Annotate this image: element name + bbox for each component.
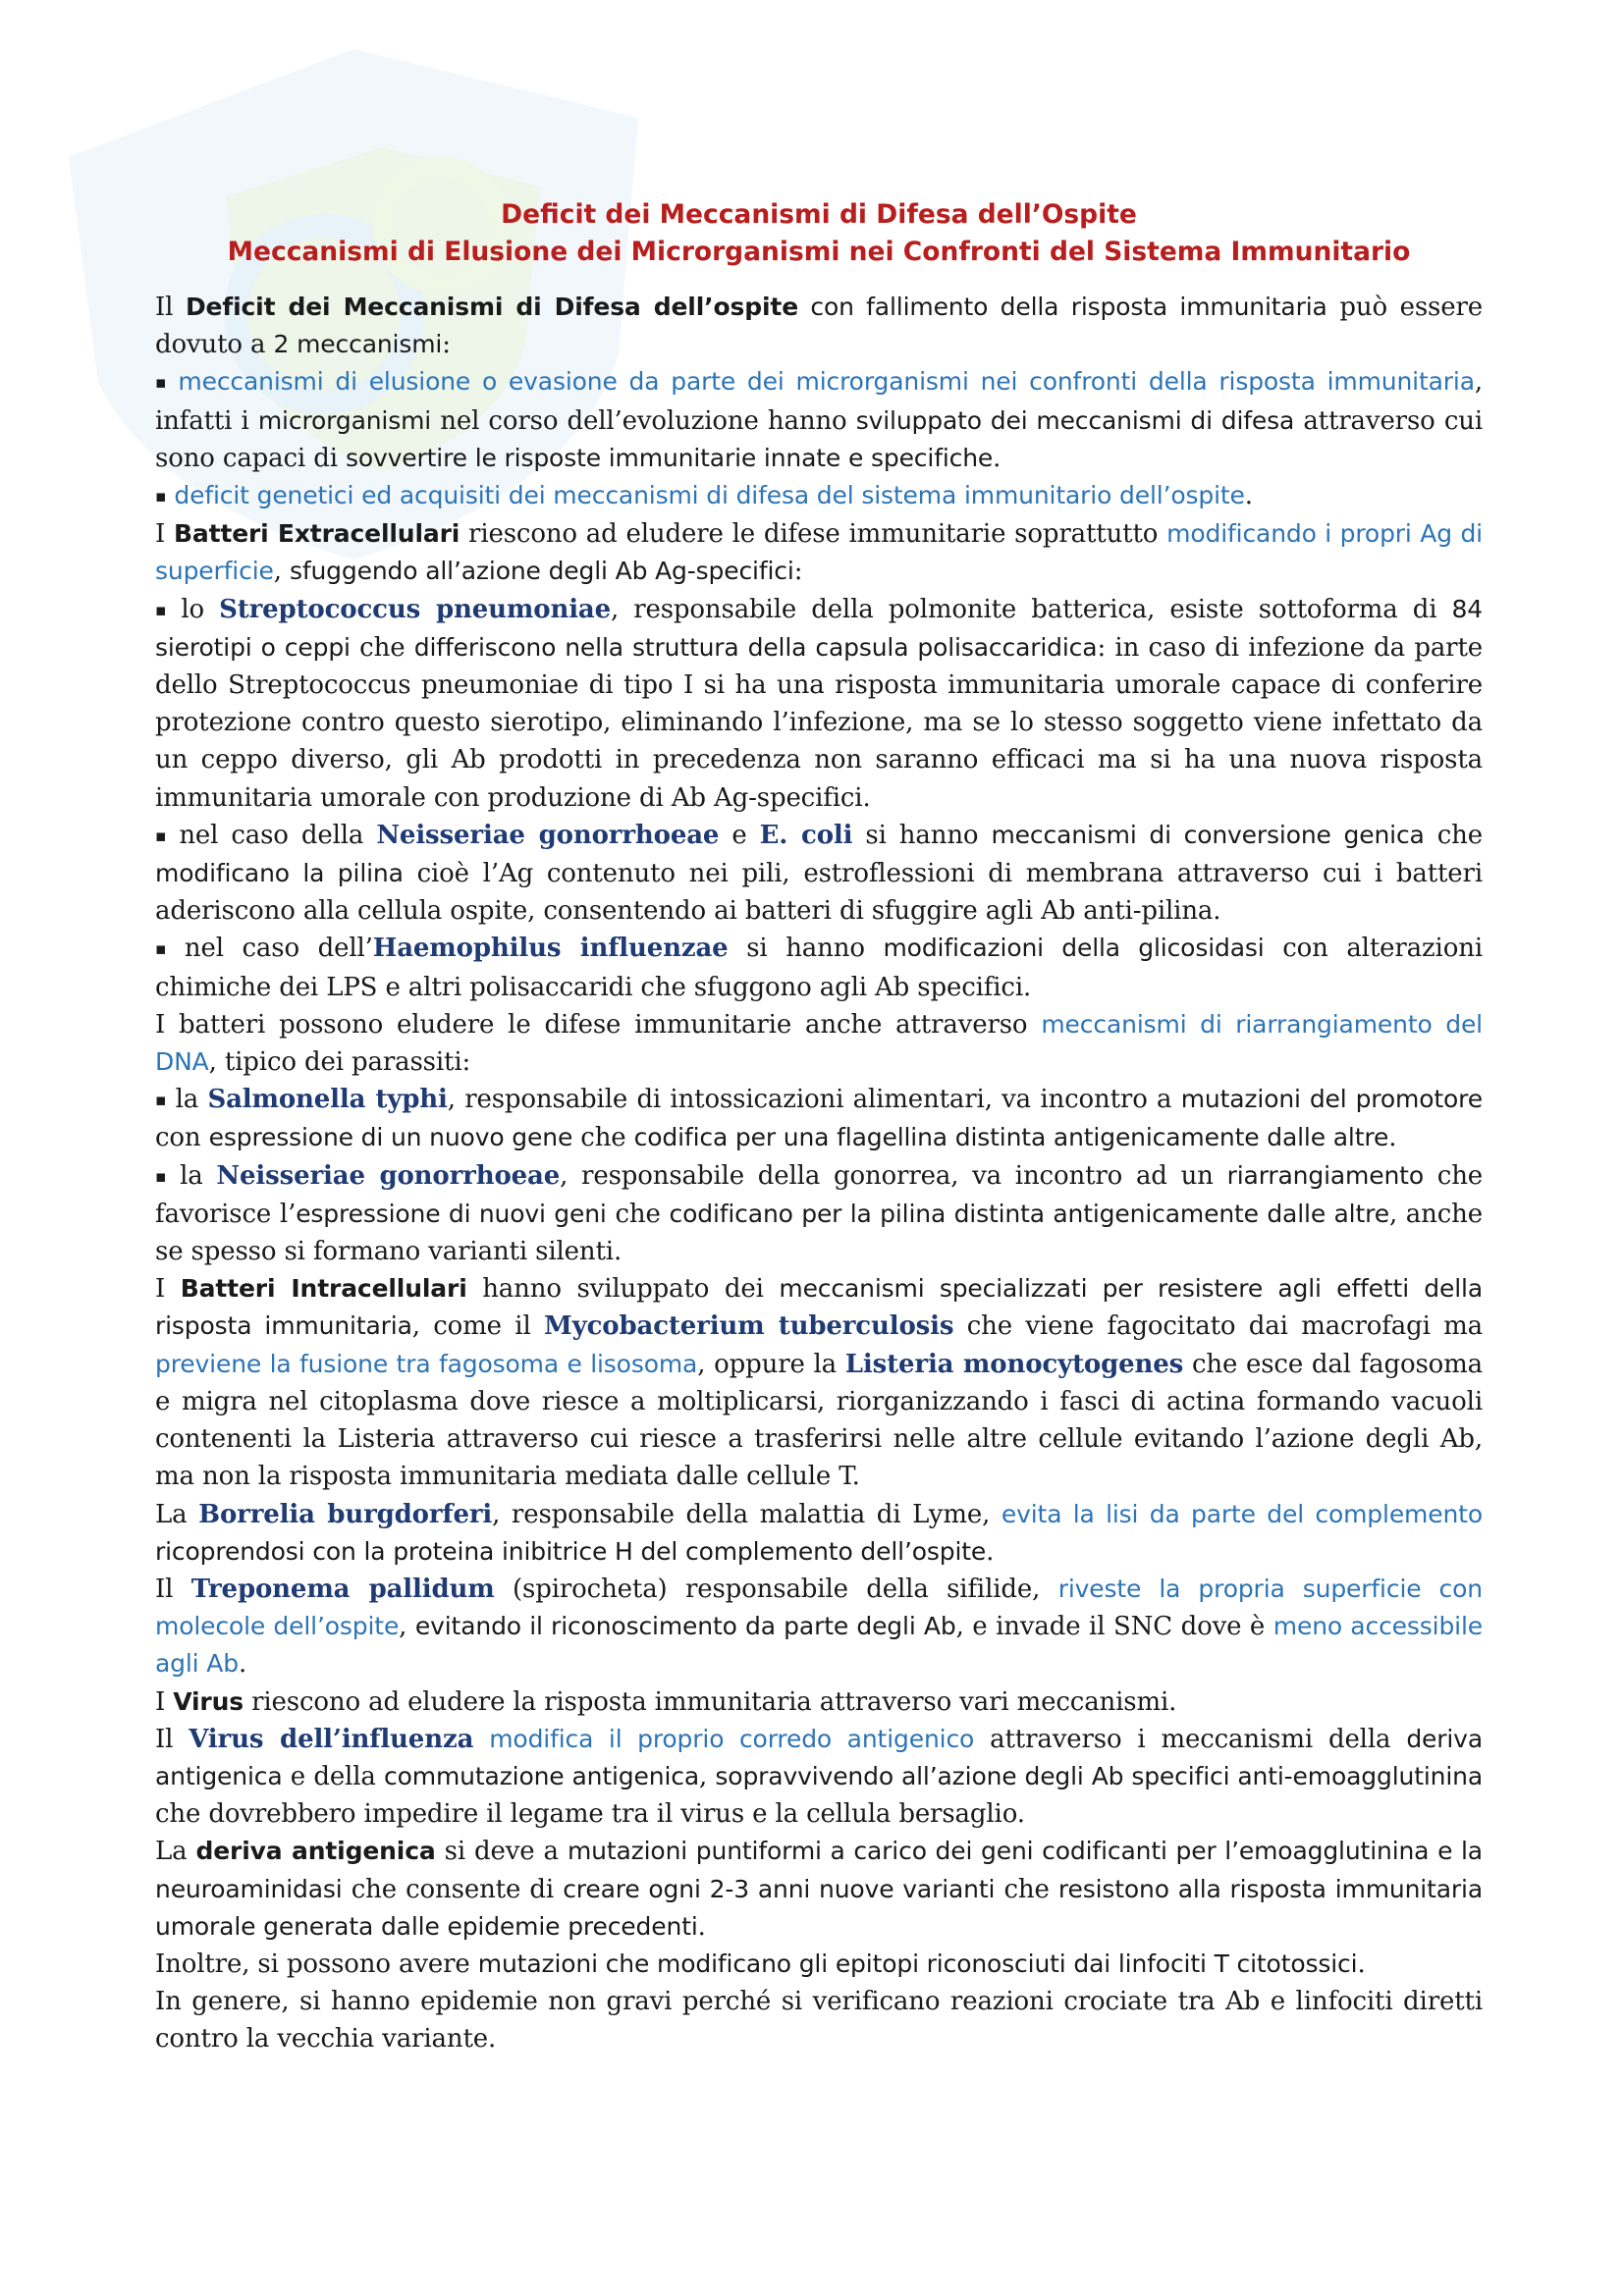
text-segment: sovvertire le risposte immunitarie innate e specifiche (345, 443, 994, 472)
text-segment: che esce dal fagosoma e migra nel citoplasma dove riesce a moltiplicarsi, riorganizzando i fasci di actina formando vacuoli contenenti la Listeria attraverso cui riesce a trasferirsi nelle altre cellule evitando l’azione degli Ab, ma non la risposta immunitaria mediata dalle cellule T. (155, 1349, 1484, 1492)
text-segment: che favorisce l’ (155, 1160, 1484, 1229)
bullet-paragraph (155, 363, 1483, 477)
text-segment: differiscono nella struttura della capsula polisaccaridica (413, 632, 1098, 662)
paragraph (155, 1946, 1483, 1983)
text-segment: con (155, 1123, 209, 1153)
text-segment: nel corso dell’evoluzione hanno (431, 405, 856, 436)
text-segment: sopravvivendo all’azione degli Ab specifici anti-emoagglutinina (715, 1761, 1484, 1790)
text-segment: , (699, 1761, 716, 1791)
text-segment: riescono ad eludere la risposta immunitaria attraverso vari meccanismi. (244, 1686, 1177, 1717)
text-segment: , infatti i (155, 367, 1483, 436)
text-segment: deriva antigenica (195, 1837, 436, 1866)
paragraph (155, 1270, 1483, 1495)
text-segment: . (697, 1911, 706, 1942)
text-segment: commutazione antigenica (384, 1761, 700, 1790)
text-segment: . (993, 443, 1001, 473)
text-segment: modifica il proprio corredo antigenico (489, 1724, 975, 1753)
text-segment: con alterazioni chimiche dei LPS e altri polisaccaridi che sfuggono agli Ab specifici. (155, 934, 1483, 1002)
text-segment: Borrelia burgdorferi (198, 1499, 493, 1529)
text-segment: Inoltre, si possono avere (155, 1949, 478, 1979)
text-segment: . (1244, 481, 1253, 511)
text-segment: , come il (411, 1311, 545, 1342)
bullet-paragraph (155, 591, 1483, 817)
bullet-icon: ▪ (155, 1091, 168, 1111)
text-segment: deriva antigenica (155, 1724, 1484, 1790)
text-segment: attraverso i meccanismi della (974, 1724, 1407, 1754)
text-segment: nel caso dell’ (184, 934, 373, 964)
text-segment: hanno sviluppato dei (466, 1274, 780, 1305)
paragraph (155, 289, 1483, 363)
text-segment: . (238, 1649, 247, 1680)
text-segment: evitando il riconoscimento da parte degli Ab (414, 1612, 956, 1641)
text-segment: la (180, 1160, 217, 1191)
text-segment: espressione di un nuovo gene (208, 1123, 573, 1152)
title-line-1: Deficit dei Meccanismi di Difesa dell’Ospite (501, 199, 1137, 230)
text-segment: resistono alla risposta immunitaria umorale generata dalle epidemie precedenti (155, 1874, 1483, 1941)
bullet-icon: ▪ (155, 939, 177, 960)
text-segment: La (155, 1499, 199, 1529)
text-segment: attraverso cui sono capaci di (155, 405, 1483, 473)
text-segment: : (442, 330, 451, 360)
text-segment: cioè l’Ag contenuto nei pili, estroflessioni di membrana attraverso cui i batteri aderiscono alla cellula ospite, consentendo ai batteri di sfuggire agli Ab anti-pilina. (155, 859, 1483, 927)
text-segment: che (572, 1123, 634, 1153)
text-segment: si hanno (852, 820, 992, 850)
text-segment: Il (155, 293, 186, 322)
text-segment: ricoprendosi con la proteina inibitrice H del complemento dell’ospite (155, 1536, 987, 1566)
bullet-paragraph (155, 1157, 1483, 1271)
text-segment: nel caso della (179, 820, 377, 850)
text-segment: che (1424, 820, 1484, 850)
paragraph (155, 515, 1483, 590)
text-segment: , (273, 557, 290, 587)
text-segment: Deficit dei Meccanismi di Difesa dell’ospite (185, 293, 799, 321)
text-segment: creare ogni 2-3 anni nuove varianti (563, 1874, 996, 1903)
text-segment: che viene fagocitato dai macrofagi ma (953, 1311, 1483, 1342)
text-segment: : (793, 557, 803, 587)
document-body (155, 289, 1483, 2058)
text-segment (473, 1725, 489, 1754)
text-segment: evita la lisi da parte del complemento (1001, 1499, 1483, 1528)
text-segment: Streptococcus pneumoniae (219, 594, 612, 624)
text-segment: . (1388, 1123, 1397, 1153)
text-segment: meno accessibile agli Ab (155, 1612, 1483, 1679)
text-segment: , responsabile della gonorrea, va incontro ad un (560, 1160, 1227, 1191)
text-segment: meccanismi di riarrangiamento del DNA (155, 1009, 1483, 1077)
paragraph (155, 1683, 1483, 1721)
text-segment: mutazioni che modificano gli epitopi riconosciuti dai linfociti T citotossici (477, 1949, 1358, 1978)
text-segment: si hanno (728, 934, 884, 964)
text-segment: meccanismi specializzati per resistere agli effetti della risposta immunitaria (155, 1274, 1483, 1341)
text-segment: modificano la pilina (155, 859, 404, 888)
text-segment: riescono ad eludere le difese immunitarie soprattutto (460, 519, 1167, 550)
text-segment: deficit genetici ed acquisiti dei meccanismi di difesa del sistema immunitario dell’ospite (174, 481, 1245, 510)
text-segment: codificano per la pilina distinta antigenicamente dalle altre (669, 1199, 1389, 1228)
text-segment: , anche se spesso si formano varianti silenti. (155, 1199, 1484, 1267)
text-segment: . (1357, 1949, 1366, 1979)
text-segment: Salmonella typhi (207, 1085, 448, 1115)
bullet-paragraph (155, 817, 1483, 931)
text-segment: può essere dovuto a (155, 293, 1483, 360)
bullet-icon: ▪ (155, 600, 174, 620)
text-segment: e (719, 820, 760, 850)
text-segment: microrganismi (257, 405, 432, 435)
text-segment: mutazioni puntiformi a carico dei geni codificanti per l’emoagglutinina e la neuroaminidasi (155, 1837, 1483, 1903)
text-segment: . (986, 1536, 995, 1567)
document-title (155, 196, 1483, 271)
text-segment: Mycobacterium tuberculosis (544, 1311, 954, 1342)
text-segment: , oppure la (697, 1349, 845, 1379)
bullet-paragraph (155, 477, 1483, 515)
text-segment: Listeria monocytogenes (844, 1349, 1184, 1379)
text-segment: sfuggendo all’azione degli Ab Ag-specifici (289, 557, 794, 586)
text-segment: Treponema pallidum (190, 1574, 495, 1604)
text-segment: riarrangiamento (1226, 1160, 1424, 1190)
paragraph (155, 1833, 1483, 1946)
paragraph (155, 1571, 1483, 1683)
text-segment: (spirocheta) responsabile della sifilide, (494, 1574, 1058, 1604)
text-segment: I (155, 1274, 181, 1305)
text-segment: Neisseriae gonorrhoeae (216, 1160, 561, 1191)
text-segment: sviluppato dei meccanismi di difesa (855, 405, 1295, 435)
paragraph (155, 1006, 1483, 1081)
text-segment: , responsabile di intossicazioni alimentari, va incontro a (447, 1085, 1181, 1115)
text-segment: che (606, 1199, 670, 1229)
bullet-icon: ▪ (155, 373, 171, 394)
document-page (155, 196, 1483, 2058)
text-segment: In genere, si hanno epidemie non gravi perché si verificano reazioni crociate tra Ab e linfociti diretti contro la vecchia variante. (155, 1987, 1483, 2055)
text-segment: riveste la propria superficie con molecole dell’ospite (155, 1574, 1483, 1641)
text-segment: La (155, 1837, 196, 1867)
text-segment: espressione di nuovi geni (296, 1199, 607, 1228)
text-segment: codifica per una flagellina distinta antigenicamente dalle altre (633, 1123, 1389, 1152)
text-segment: previene la fusione tra fagosoma e lisosoma (155, 1349, 698, 1378)
text-segment: che (350, 632, 414, 663)
text-segment: : in caso di infezione da parte dello Streptococcus pneumoniae di tipo I si ha una risposta immunitaria umorale capace di conferire protezione contro questo sierotipo, eliminando l’infezione, ma se lo stesso soggetto viene infettato da un ceppo diverso, gli Ab prodotti in precedenza non saranno efficaci ma si ha una nuova risposta immunitaria umorale con produzione di Ab Ag-specifici. (155, 632, 1484, 813)
text-segment: fallimento della risposta immunitaria (866, 293, 1327, 321)
bullet-paragraph (155, 930, 1483, 1005)
bullet-paragraph (155, 1081, 1483, 1156)
bullet-icon: ▪ (155, 1166, 173, 1187)
paragraph (155, 1721, 1483, 1834)
text-segment: , responsabile della polmonite batterica, esiste sottoforma di (611, 594, 1452, 624)
text-segment: , responsabile della malattia di Lyme, (492, 1499, 1001, 1529)
text-segment: Batteri Extracellulari (173, 519, 460, 549)
paragraph (155, 1983, 1483, 2057)
text-segment: I (155, 1686, 174, 1717)
text-segment: che (995, 1874, 1058, 1904)
text-segment: 2 meccanismi (273, 330, 443, 359)
text-segment: Batteri Intracellulari (180, 1274, 467, 1304)
text-segment: Il (155, 1574, 191, 1604)
text-segment: modificando i propri Ag di superficie (155, 519, 1483, 586)
title-line-2: Meccanismi di Elusione dei Microrganismi nei Confronti del Sistema Immunitario (227, 237, 1411, 267)
text-segment: lo (181, 594, 220, 624)
bullet-icon: ▪ (155, 826, 172, 846)
text-segment: mutazioni del promotore (1180, 1085, 1483, 1114)
text-segment: , tipico dei parassiti: (208, 1047, 471, 1078)
text-segment: si deve a (435, 1837, 568, 1867)
text-segment: , e invade il SNC dove è (955, 1612, 1273, 1642)
text-segment: I (155, 519, 174, 550)
text-segment: modificazioni della glicosidasi (883, 934, 1265, 963)
text-segment: , (399, 1612, 415, 1642)
text-segment: 84 sierotipi o ceppi (155, 594, 1483, 662)
text-segment: Haemophilus influenzae (372, 934, 729, 964)
text-segment: meccanismi di elusione o evasione da parte dei microrganismi nei confronti della risposta immunitaria (178, 367, 1475, 397)
text-segment: che dovrebbero impedire il legame tra il virus e la cellula bersaglio. (155, 1799, 1025, 1830)
bullet-icon: ▪ (155, 487, 167, 507)
text-segment: la (175, 1085, 208, 1115)
text-segment: Virus (173, 1686, 244, 1716)
text-segment: meccanismi di conversione genica (991, 820, 1425, 849)
text-segment: I batteri possono eludere le difese immunitarie anche attraverso (155, 1009, 1042, 1040)
text-segment: Neisseriae gonorrhoeae (376, 820, 720, 850)
text-segment: e della (282, 1761, 385, 1791)
text-segment: E. coli (759, 820, 853, 850)
text-segment: Virus dell’influenza (189, 1724, 474, 1754)
text-segment: Il (155, 1724, 189, 1754)
text-segment: con (798, 293, 867, 321)
text-segment: che consente di (342, 1874, 564, 1904)
paragraph (155, 1496, 1483, 1571)
